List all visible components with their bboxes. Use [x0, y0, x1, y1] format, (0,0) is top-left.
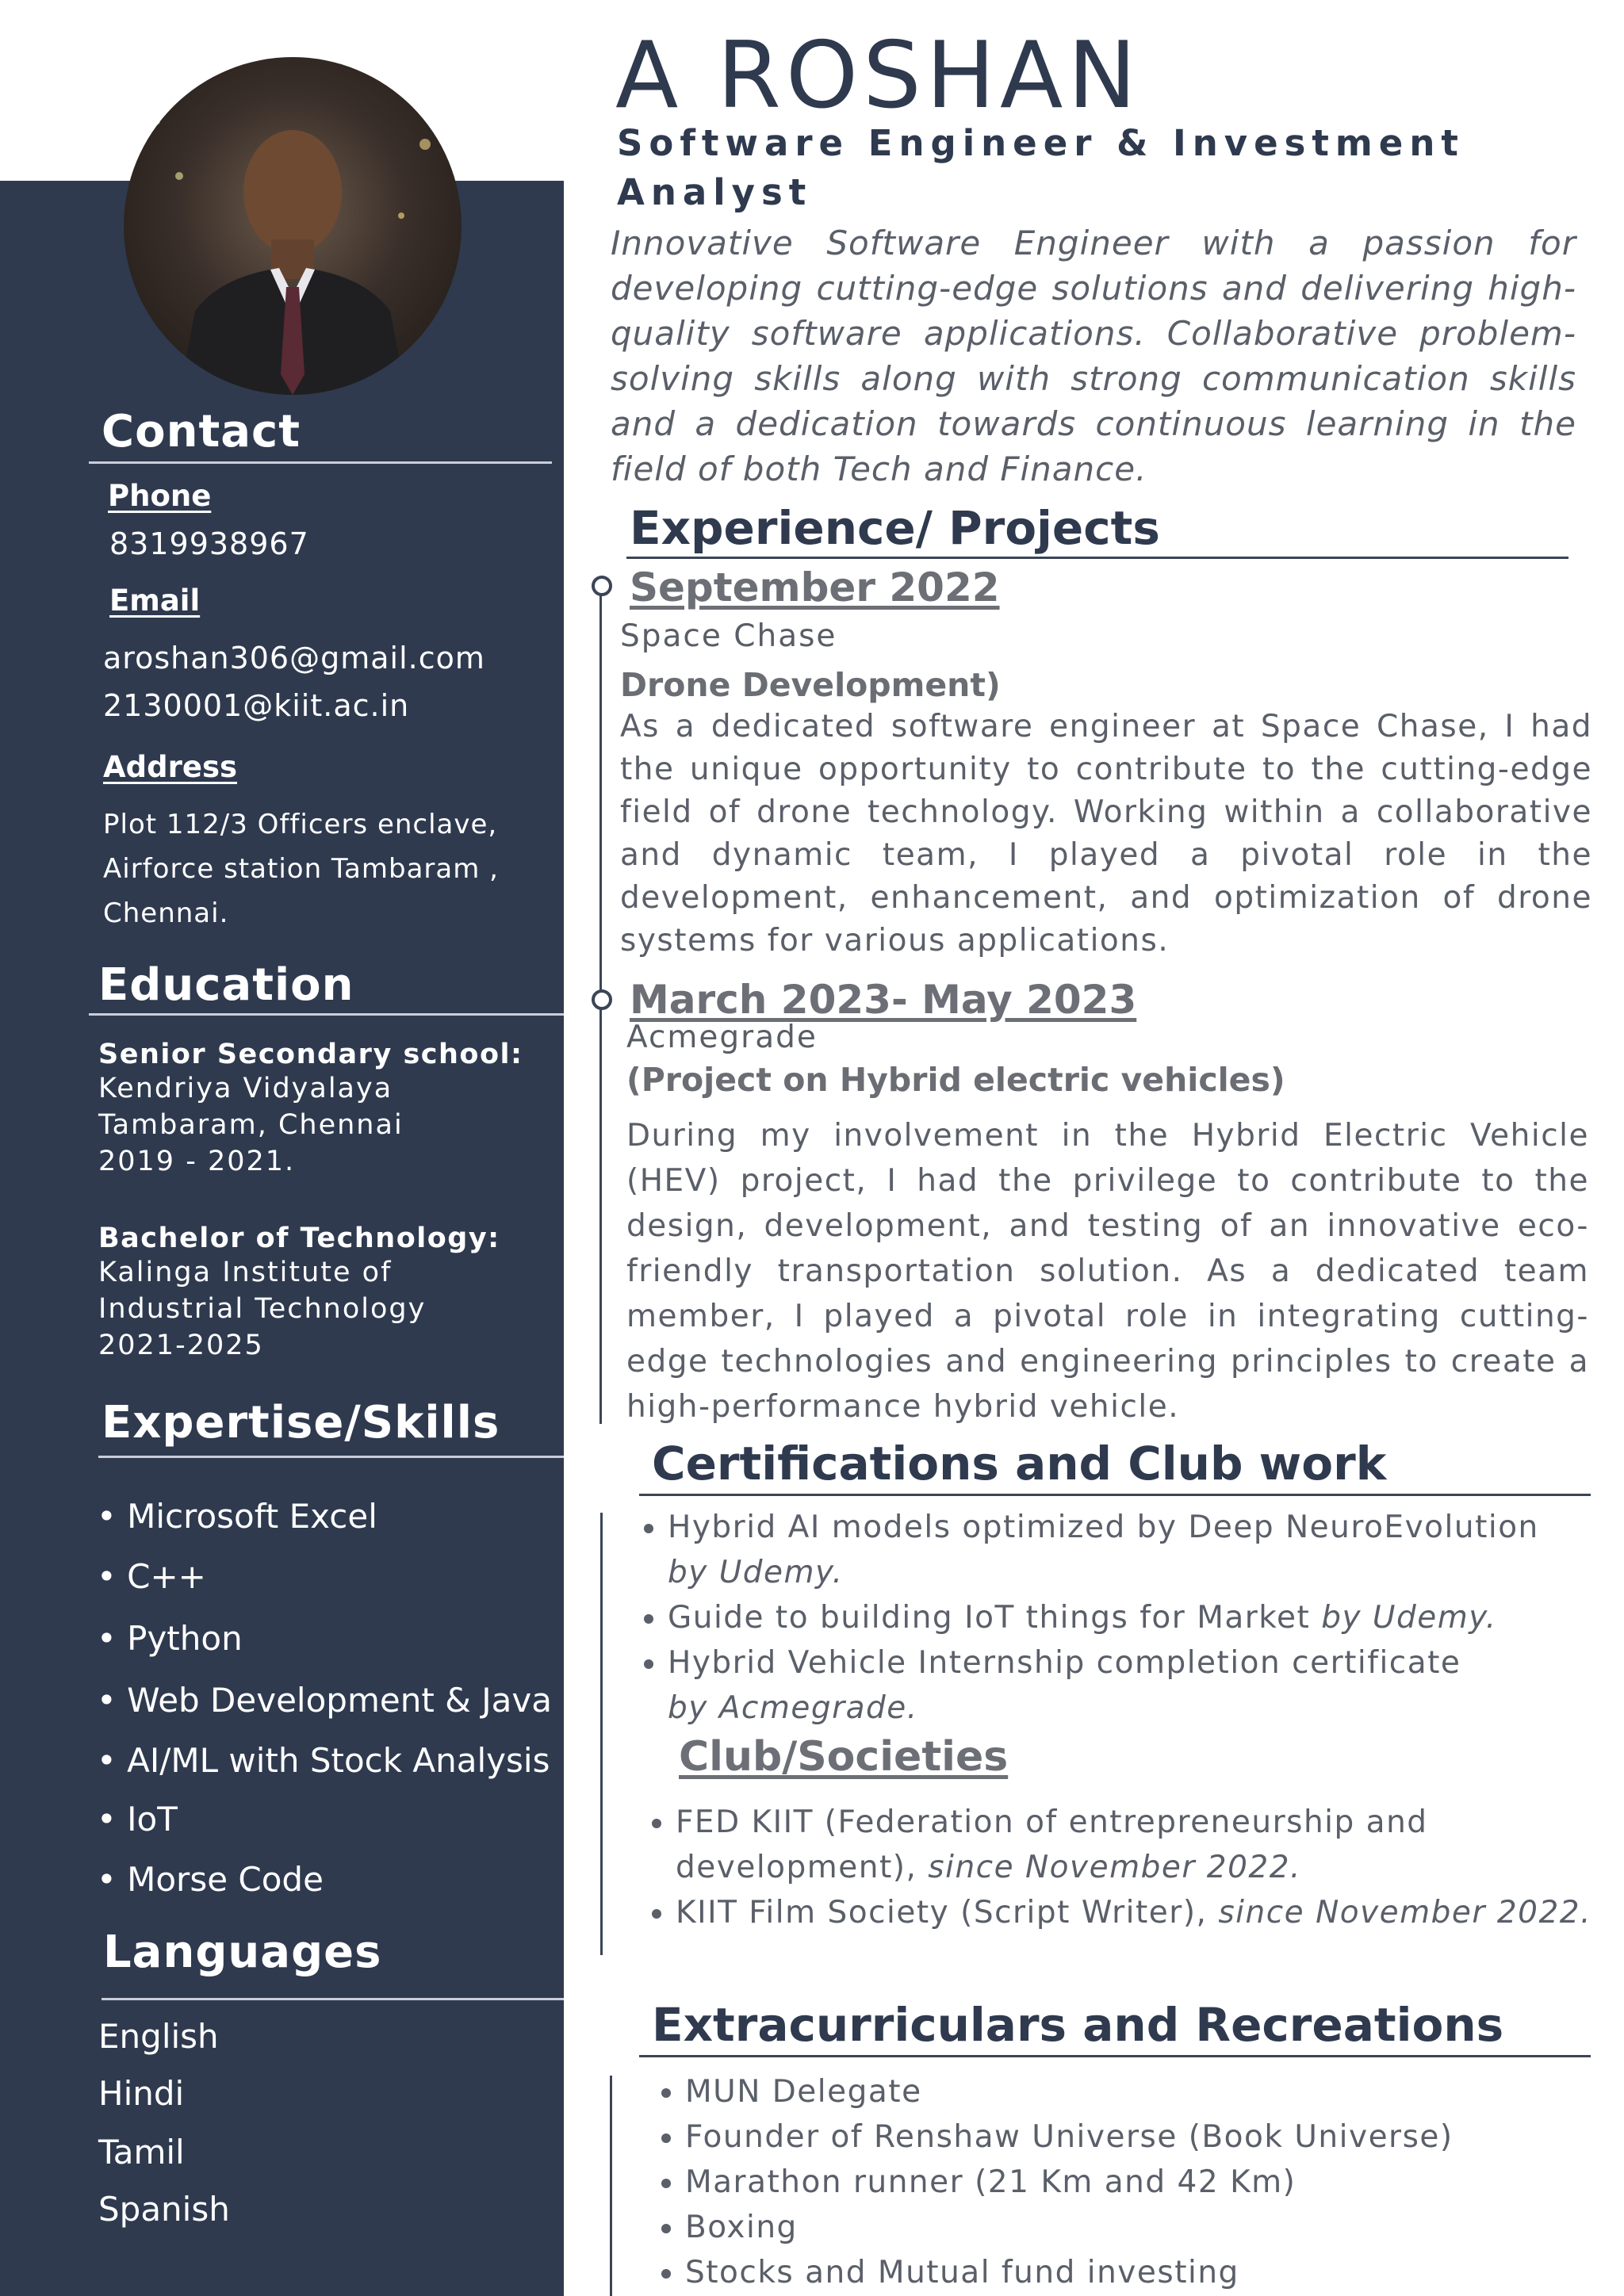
- address-line-3: Chennai.: [103, 897, 229, 929]
- skill-item: • Web Development & Java: [97, 1681, 552, 1720]
- certifications-heading: Certifications and Club work: [652, 1437, 1387, 1490]
- skill-item: • Morse Code: [97, 1860, 324, 1899]
- clubs-heading: Club/Societies: [679, 1733, 1009, 1781]
- extracurriculars-divider: [639, 2055, 1591, 2057]
- experience-title: (Project on Hybrid electric vehicles): [626, 1061, 1285, 1099]
- experience-divider: [626, 557, 1568, 559]
- language-item: Tamil: [98, 2133, 185, 2172]
- education-line: Industrial Technology: [98, 1293, 427, 1325]
- education-divider: [89, 1013, 564, 1016]
- education-line: Tambaram, Chennai: [98, 1109, 404, 1141]
- clubs-list: [642, 1800, 1595, 1935]
- education-line: 2019 - 2021.: [98, 1146, 296, 1177]
- extracurricular-item: • Founder of Renshaw Universe (Book Universe): [685, 2114, 1605, 2160]
- skill-item: • Python: [97, 1619, 243, 1658]
- education-title: Bachelor of Technology:: [98, 1223, 500, 1254]
- language-item: Hindi: [98, 2074, 185, 2113]
- education-line: Kendriya Vidyalaya: [98, 1073, 393, 1104]
- candidate-role: Software Engineer & Investment Analyst: [617, 122, 1465, 213]
- certification-item: • Hybrid Vehicle Internship completion certificate by Acmegrade.: [668, 1640, 1603, 1731]
- education-entry: [98, 1223, 500, 1364]
- experience-date: March 2023- May 2023: [630, 977, 1137, 1023]
- education-entry: [98, 1039, 523, 1180]
- experience-heading: Experience/ Projects: [630, 501, 1160, 555]
- timeline-dot: [592, 576, 612, 596]
- extracurricular-item: • Stocks and Mutual fund investing: [685, 2250, 1605, 2295]
- education-heading: Education: [98, 959, 354, 1011]
- phone-label: Phone: [108, 479, 212, 513]
- contact-heading: Contact: [102, 406, 301, 457]
- languages-heading: Languages: [103, 1927, 382, 1978]
- languages-divider: [102, 1998, 564, 2000]
- email-primary[interactable]: aroshan306@gmail.com: [103, 641, 485, 675]
- candidate-name: A ROSHAN: [615, 22, 1142, 129]
- language-item: Spanish: [98, 2190, 230, 2229]
- club-item: • KIIT Film Society (Script Writer), since November 2022.: [676, 1890, 1595, 1935]
- experience-company: Acmegrade: [626, 1020, 818, 1055]
- contact-divider: [89, 461, 552, 464]
- extracurriculars-list: [652, 2069, 1605, 2295]
- summary-text: Innovative Software Engineer with a passion for developing cutting-edge solutions and delivering high-quality software applications. Collaborative problem-solving skills along with strong communication skills and a dedication towards continuous learning in the field of both Tech and Finance.: [611, 224, 1576, 488]
- extracurriculars-line: [610, 2076, 612, 2296]
- phone-value[interactable]: 8319938967: [109, 526, 309, 561]
- extracurriculars-heading: Extracurriculars and Recreations: [652, 1998, 1504, 2052]
- club-item: • FED KIIT (Federation of entrepreneurship and development), since November 2022.: [676, 1800, 1595, 1890]
- experience-title: Drone Development): [620, 666, 1001, 704]
- extracurricular-item: • Marathon runner (21 Km and 42 Km): [685, 2160, 1605, 2205]
- certification-item: • Guide to building IoT things for Market by Udemy.: [668, 1595, 1603, 1640]
- extracurricular-item: • MUN Delegate: [685, 2069, 1605, 2114]
- extracurricular-item: • Boxing: [685, 2205, 1605, 2250]
- skill-item: • AI/ML with Stock Analysis: [97, 1741, 550, 1780]
- experience-date: September 2022: [630, 564, 1000, 610]
- address-line-1: Plot 112/3 Officers enclave,: [103, 809, 498, 840]
- skills-divider: [98, 1456, 564, 1458]
- skill-item: • IoT: [97, 1800, 178, 1839]
- skill-item: • C++: [97, 1557, 206, 1596]
- experience-company: Space Chase: [620, 618, 837, 654]
- email-secondary[interactable]: 2130001@kiit.ac.in: [103, 688, 410, 723]
- profile-photo: [124, 57, 462, 395]
- address-label: Address: [103, 750, 237, 784]
- skills-heading: Expertise/Skills: [102, 1397, 500, 1448]
- education-line: Kalinga Institute of: [98, 1257, 393, 1288]
- language-item: English: [98, 2017, 219, 2056]
- experience-description: During my involvement in the Hybrid Electric Vehicle (HEV) project, I had the privilege to contribute to the design, development, and testing of an innovative eco-friendly transportation solution. As a dedicated team member, I played a pivotal role in integrating cutting-edge technologies and engineering principles to create a high-performance hybrid vehicle.: [626, 1118, 1589, 1425]
- certifications-divider: [639, 1494, 1591, 1496]
- certifications-list: [634, 1505, 1603, 1731]
- education-line: 2021-2025: [98, 1330, 264, 1361]
- email-label: Email: [109, 584, 201, 618]
- certification-item: • Hybrid AI models optimized by Deep NeuroEvolution by Udemy.: [668, 1505, 1603, 1595]
- certifications-line: [600, 1513, 603, 1955]
- education-title: Senior Secondary school:: [98, 1039, 523, 1070]
- timeline-dot: [592, 989, 612, 1010]
- experience-description: As a dedicated software engineer at Space Chase, I had the unique opportunity to contribute to the cutting-edge field of drone technology. Working within a collaborative and dynamic team, I played a pivotal role in the development, enhancement, and optimization of drone systems for various applications.: [620, 709, 1592, 959]
- address-line-2: Airforce station Tambaram ,: [103, 853, 499, 885]
- person-silhouette-icon: [124, 57, 462, 395]
- skill-item: • Microsoft Excel: [97, 1497, 377, 1536]
